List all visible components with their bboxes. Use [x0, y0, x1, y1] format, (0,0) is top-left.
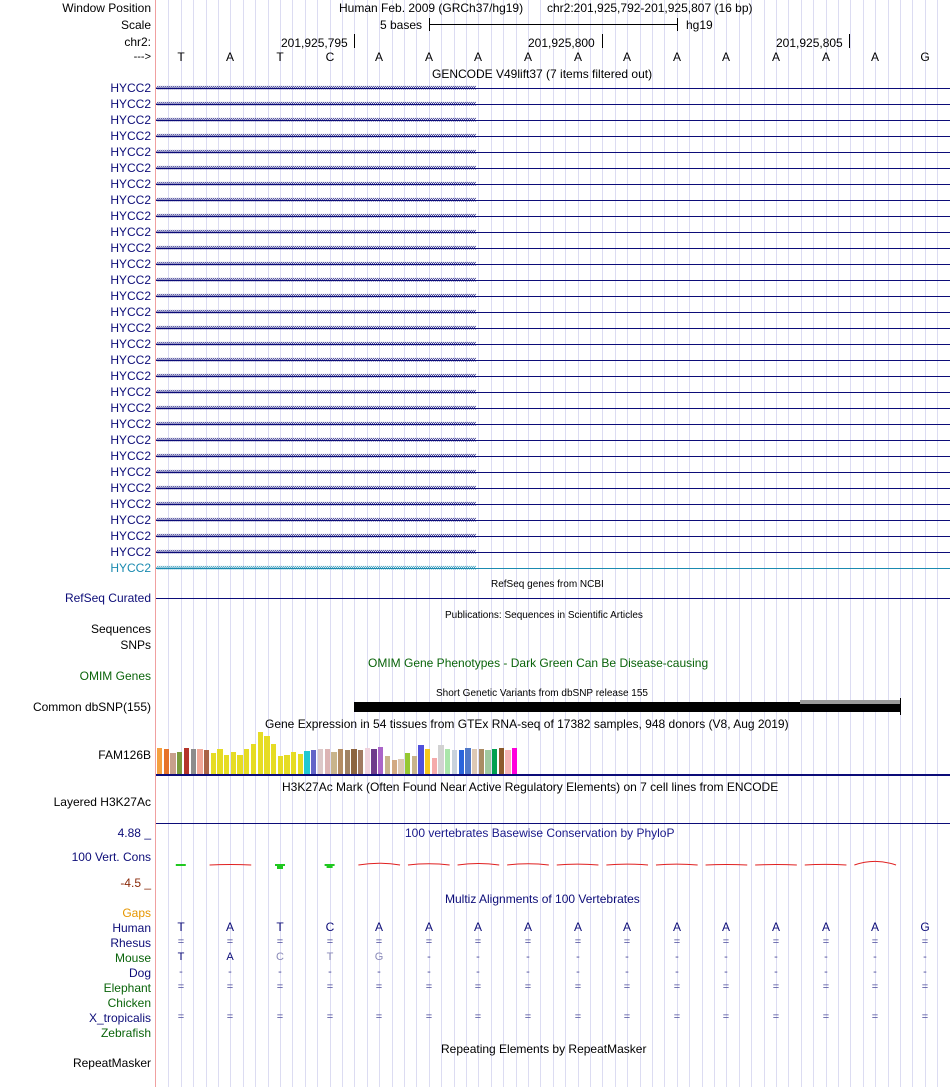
gtex-tissue-bar[interactable]: [392, 760, 397, 774]
gene-label-hycc2[interactable]: HYCC2: [110, 353, 151, 367]
alignment-cell: -: [675, 951, 679, 963]
alignment-cell: =: [673, 1011, 681, 1023]
alignment-cell: T: [326, 951, 334, 963]
species-label-dog[interactable]: Dog: [128, 966, 151, 980]
alignment-cell: =: [722, 981, 730, 993]
species-label-mouse[interactable]: Mouse: [114, 951, 151, 965]
phylop-max-label: 4.88 _: [117, 826, 151, 840]
gtex-tissue-bar[interactable]: [217, 749, 222, 774]
base-letter: A: [672, 50, 681, 64]
alignment-cell: =: [574, 981, 582, 993]
phylop-mark: [458, 864, 500, 866]
strand-arrows-icon: ‹‹‹‹‹‹‹‹‹‹‹‹‹‹‹‹‹‹‹‹‹‹‹‹‹‹‹‹‹‹‹‹‹‹‹‹‹‹‹‹‹‹‹‹‹‹‹‹‹‹‹‹‹‹‹‹‹‹‹‹‹‹‹‹‹‹‹‹‹‹‹‹‹‹‹‹‹‹‹‹‹‹‹‹‹‹‹‹‹‹‹‹‹‹‹‹‹‹‹‹‹‹‹‹‹‹‹‹‹‹‹‹‹‹‹‹‹‹‹‹‹‹‹‹‹‹‹‹‹‹‹‹‹‹‹‹‹‹‹‹‹‹‹‹‹‹‹‹‹‹‹‹‹‹‹‹‹‹‹‹: [156, 371, 476, 380]
alignment-cell: =: [474, 936, 482, 948]
refseq-track-title[interactable]: RefSeq genes from NCBI: [491, 579, 604, 590]
alignment-cell: -: [476, 951, 480, 963]
gene-label-hycc2[interactable]: HYCC2: [110, 481, 151, 495]
gtex-tissue-bar[interactable]: [244, 749, 249, 774]
species-label-rhesus[interactable]: Rhesus: [110, 936, 151, 950]
strand-arrows-icon: ‹‹‹‹‹‹‹‹‹‹‹‹‹‹‹‹‹‹‹‹‹‹‹‹‹‹‹‹‹‹‹‹‹‹‹‹‹‹‹‹‹‹‹‹‹‹‹‹‹‹‹‹‹‹‹‹‹‹‹‹‹‹‹‹‹‹‹‹‹‹‹‹‹‹‹‹‹‹‹‹‹‹‹‹‹‹‹‹‹‹‹‹‹‹‹‹‹‹‹‹‹‹‹‹‹‹‹‹‹‹‹‹‹‹‹‹‹‹‹‹‹‹‹‹‹‹‹‹‹‹‹‹‹‹‹‹‹‹‹‹‹‹‹‹‹‹‹‹‹‹‹‹‹‹‹‹‹‹‹‹: [156, 291, 476, 300]
gene-label-hycc2[interactable]: HYCC2: [110, 497, 151, 511]
alignment-cell: =: [574, 936, 582, 948]
base-letter: A: [374, 50, 383, 64]
gene-label-hycc2[interactable]: HYCC2: [110, 369, 151, 383]
gene-label-hycc2[interactable]: HYCC2: [110, 401, 151, 415]
gtex-tissue-bar[interactable]: [418, 745, 423, 774]
alignment-cell: =: [772, 936, 780, 948]
species-label-human[interactable]: Human: [112, 921, 151, 935]
alignment-cell: =: [871, 981, 879, 993]
strand-label: --->: [133, 51, 151, 63]
strand-arrows-icon: ‹‹‹‹‹‹‹‹‹‹‹‹‹‹‹‹‹‹‹‹‹‹‹‹‹‹‹‹‹‹‹‹‹‹‹‹‹‹‹‹‹‹‹‹‹‹‹‹‹‹‹‹‹‹‹‹‹‹‹‹‹‹‹‹‹‹‹‹‹‹‹‹‹‹‹‹‹‹‹‹‹‹‹‹‹‹‹‹‹‹‹‹‹‹‹‹‹‹‹‹‹‹‹‹‹‹‹‹‹‹‹‹‹‹‹‹‹‹‹‹‹‹‹‹‹‹‹‹‹‹‹‹‹‹‹‹‹‹‹‹‹‹‹‹‹‹‹‹‹‹‹‹‹‹‹‹‹‹‹‹: [156, 515, 476, 524]
alignment-cell: -: [774, 951, 778, 963]
base-letter: A: [870, 50, 879, 64]
gtex-tissue-bar[interactable]: [452, 750, 457, 774]
alignment-cell: T: [177, 951, 185, 963]
alignment-cell: A: [374, 920, 383, 934]
base-letter: C: [325, 50, 335, 64]
gtex-tissue-bar[interactable]: [291, 752, 296, 774]
publications-track-title[interactable]: Publications: Sequences in Scientific Articles: [445, 610, 643, 621]
gene-label-hycc2[interactable]: HYCC2: [110, 545, 151, 559]
gtex-tissue-bar[interactable]: [258, 732, 263, 774]
alignment-cell: -: [427, 951, 431, 963]
strand-arrows-icon: ‹‹‹‹‹‹‹‹‹‹‹‹‹‹‹‹‹‹‹‹‹‹‹‹‹‹‹‹‹‹‹‹‹‹‹‹‹‹‹‹‹‹‹‹‹‹‹‹‹‹‹‹‹‹‹‹‹‹‹‹‹‹‹‹‹‹‹‹‹‹‹‹‹‹‹‹‹‹‹‹‹‹‹‹‹‹‹‹‹‹‹‹‹‹‹‹‹‹‹‹‹‹‹‹‹‹‹‹‹‹‹‹‹‹‹‹‹‹‹‹‹‹‹‹‹‹‹‹‹‹‹‹‹‹‹‹‹‹‹‹‹‹‹‹‹‹‹‹‹‹‹‹‹‹‹‹‹‹‹‹: [156, 259, 476, 268]
alignment-cell: =: [326, 936, 334, 948]
gtex-tissue-bar[interactable]: [304, 751, 309, 774]
gtex-tissue-bar[interactable]: [492, 749, 497, 774]
alignment-cell: A: [721, 920, 730, 934]
species-label-elephant[interactable]: Elephant: [103, 981, 151, 995]
gene-label-hycc2[interactable]: HYCC2: [110, 97, 151, 111]
gene-label-hycc2[interactable]: HYCC2: [110, 129, 151, 143]
alignment-cell: =: [772, 981, 780, 993]
phylop-mark: [656, 864, 698, 865]
gtex-tissue-bar[interactable]: [170, 753, 175, 774]
gtex-expression-bars[interactable]: [156, 730, 950, 774]
phylop-mark: [358, 863, 400, 865]
gtex-tissue-bar[interactable]: [412, 756, 417, 774]
alignment-cell: -: [228, 966, 232, 978]
alignment-cell: -: [377, 966, 381, 978]
alignment-cell: -: [675, 966, 679, 978]
scale-bases-text: 5 bases: [380, 18, 423, 32]
dbsnp-variant-end: [900, 698, 901, 715]
tick-mark-2: [602, 34, 603, 48]
strand-arrows-icon: ‹‹‹‹‹‹‹‹‹‹‹‹‹‹‹‹‹‹‹‹‹‹‹‹‹‹‹‹‹‹‹‹‹‹‹‹‹‹‹‹‹‹‹‹‹‹‹‹‹‹‹‹‹‹‹‹‹‹‹‹‹‹‹‹‹‹‹‹‹‹‹‹‹‹‹‹‹‹‹‹‹‹‹‹‹‹‹‹‹‹‹‹‹‹‹‹‹‹‹‹‹‹‹‹‹‹‹‹‹‹‹‹‹‹‹‹‹‹‹‹‹‹‹‹‹‹‹‹‹‹‹‹‹‹‹‹‹‹‹‹‹‹‹‹‹‹‹‹‹‹‹‹‹‹‹‹‹‹‹‹: [156, 323, 476, 332]
alignment-cell: G: [374, 951, 384, 963]
position-title: chr2:201,925,792-201,925,807 (16 bp): [547, 1, 753, 15]
vert-cons-label[interactable]: 100 Vert. Cons: [71, 850, 151, 864]
refseq-curated-label[interactable]: RefSeq Curated: [64, 591, 151, 605]
alignment-cell: =: [375, 1011, 383, 1023]
alignment-cell: -: [427, 966, 431, 978]
gtex-tissue-bar[interactable]: [365, 748, 370, 774]
alignment-cell: =: [177, 1011, 185, 1023]
strand-arrows-icon: ‹‹‹‹‹‹‹‹‹‹‹‹‹‹‹‹‹‹‹‹‹‹‹‹‹‹‹‹‹‹‹‹‹‹‹‹‹‹‹‹‹‹‹‹‹‹‹‹‹‹‹‹‹‹‹‹‹‹‹‹‹‹‹‹‹‹‹‹‹‹‹‹‹‹‹‹‹‹‹‹‹‹‹‹‹‹‹‹‹‹‹‹‹‹‹‹‹‹‹‹‹‹‹‹‹‹‹‹‹‹‹‹‹‹‹‹‹‹‹‹‹‹‹‹‹‹‹‹‹‹‹‹‹‹‹‹‹‹‹‹‹‹‹‹‹‹‹‹‹‹‹‹‹‹‹‹‹‹‹‹: [156, 115, 476, 124]
gtex-tissue-bar[interactable]: [284, 755, 289, 774]
alignment-cell: -: [526, 951, 530, 963]
alignment-cell: -: [278, 966, 282, 978]
scale-bar: [429, 24, 677, 25]
strand-arrows-icon: ‹‹‹‹‹‹‹‹‹‹‹‹‹‹‹‹‹‹‹‹‹‹‹‹‹‹‹‹‹‹‹‹‹‹‹‹‹‹‹‹‹‹‹‹‹‹‹‹‹‹‹‹‹‹‹‹‹‹‹‹‹‹‹‹‹‹‹‹‹‹‹‹‹‹‹‹‹‹‹‹‹‹‹‹‹‹‹‹‹‹‹‹‹‹‹‹‹‹‹‹‹‹‹‹‹‹‹‹‹‹‹‹‹‹‹‹‹‹‹‹‹‹‹‹‹‹‹‹‹‹‹‹‹‹‹‹‹‹‹‹‹‹‹‹‹‹‹‹‹‹‹‹‹‹‹‹‹‹‹‹: [156, 211, 476, 220]
fam126b-label[interactable]: FAM126B: [98, 748, 151, 762]
alignment-cell: A: [523, 920, 532, 934]
gtex-tissue-bar[interactable]: [505, 750, 510, 774]
repeatmasker-track-title[interactable]: Repeating Elements by RepeatMasker: [441, 1042, 647, 1056]
snps-label[interactable]: SNPs: [120, 638, 151, 652]
strand-arrows-icon: ‹‹‹‹‹‹‹‹‹‹‹‹‹‹‹‹‹‹‹‹‹‹‹‹‹‹‹‹‹‹‹‹‹‹‹‹‹‹‹‹‹‹‹‹‹‹‹‹‹‹‹‹‹‹‹‹‹‹‹‹‹‹‹‹‹‹‹‹‹‹‹‹‹‹‹‹‹‹‹‹‹‹‹‹‹‹‹‹‹‹‹‹‹‹‹‹‹‹‹‹‹‹‹‹‹‹‹‹‹‹‹‹‹‹‹‹‹‹‹‹‹‹‹‹‹‹‹‹‹‹‹‹‹‹‹‹‹‹‹‹‹‹‹‹‹‹‹‹‹‹‹‹‹‹‹‹‹‹‹‹: [156, 451, 476, 460]
gtex-tissue-bar[interactable]: [445, 749, 450, 774]
scale-db-text: hg19: [686, 18, 713, 32]
strand-arrows-icon: ‹‹‹‹‹‹‹‹‹‹‹‹‹‹‹‹‹‹‹‹‹‹‹‹‹‹‹‹‹‹‹‹‹‹‹‹‹‹‹‹‹‹‹‹‹‹‹‹‹‹‹‹‹‹‹‹‹‹‹‹‹‹‹‹‹‹‹‹‹‹‹‹‹‹‹‹‹‹‹‹‹‹‹‹‹‹‹‹‹‹‹‹‹‹‹‹‹‹‹‹‹‹‹‹‹‹‹‹‹‹‹‹‹‹‹‹‹‹‹‹‹‹‹‹‹‹‹‹‹‹‹‹‹‹‹‹‹‹‹‹‹‹‹‹‹‹‹‹‹‹‹‹‹‹‹‹‹‹‹‹: [156, 387, 476, 396]
alignment-cell: G: [920, 920, 930, 934]
omim-track-title[interactable]: OMIM Gene Phenotypes - Dark Green Can Be Disease-causing: [368, 656, 709, 670]
alignment-cell: -: [328, 966, 332, 978]
assembly-title: Human Feb. 2009 (GRCh37/hg19): [339, 1, 524, 15]
strand-arrows-icon: ‹‹‹‹‹‹‹‹‹‹‹‹‹‹‹‹‹‹‹‹‹‹‹‹‹‹‹‹‹‹‹‹‹‹‹‹‹‹‹‹‹‹‹‹‹‹‹‹‹‹‹‹‹‹‹‹‹‹‹‹‹‹‹‹‹‹‹‹‹‹‹‹‹‹‹‹‹‹‹‹‹‹‹‹‹‹‹‹‹‹‹‹‹‹‹‹‹‹‹‹‹‹‹‹‹‹‹‹‹‹‹‹‹‹‹‹‹‹‹‹‹‹‹‹‹‹‹‹‹‹‹‹‹‹‹‹‹‹‹‹‹‹‹‹‹‹‹‹‹‹‹‹‹‹‹‹‹‹‹‹: [156, 355, 476, 364]
phylop-mark: [755, 865, 797, 866]
gtex-tissue-bar[interactable]: [264, 736, 269, 774]
scale-bar-left-cap: [429, 18, 430, 31]
gtex-tissue-bar[interactable]: [338, 749, 343, 774]
gtex-tissue-bar[interactable]: [479, 749, 484, 774]
scale-label: Scale: [120, 18, 151, 32]
alignment-cell: -: [179, 966, 183, 978]
tick-label-1: 201,925,795: [281, 36, 348, 50]
phylop-track-title[interactable]: 100 vertebrates Basewise Conservation by PhyloP: [405, 826, 675, 840]
gene-label-hycc2[interactable]: HYCC2: [110, 273, 151, 287]
gtex-tissue-bar[interactable]: [211, 753, 216, 774]
gtex-tissue-bar[interactable]: [231, 752, 236, 774]
gtex-tissue-bar[interactable]: [325, 749, 330, 774]
alignment-cell: =: [722, 1011, 730, 1023]
alignment-cell: =: [375, 981, 383, 993]
gtex-tissue-bar[interactable]: [485, 750, 490, 774]
gene-label-hycc2[interactable]: HYCC2: [110, 513, 151, 527]
alignment-cell: =: [871, 1011, 879, 1023]
alignment-cell: -: [824, 966, 828, 978]
strand-arrows-icon: ‹‹‹‹‹‹‹‹‹‹‹‹‹‹‹‹‹‹‹‹‹‹‹‹‹‹‹‹‹‹‹‹‹‹‹‹‹‹‹‹‹‹‹‹‹‹‹‹‹‹‹‹‹‹‹‹‹‹‹‹‹‹‹‹‹‹‹‹‹‹‹‹‹‹‹‹‹‹‹‹‹‹‹‹‹‹‹‹‹‹‹‹‹‹‹‹‹‹‹‹‹‹‹‹‹‹‹‹‹‹‹‹‹‹‹‹‹‹‹‹‹‹‹‹‹‹‹‹‹‹‹‹‹‹‹‹‹‹‹‹‹‹‹‹‹‹‹‹‹‹‹‹‹‹‹‹‹‹‹‹: [156, 179, 476, 188]
gene-label-hycc2[interactable]: HYCC2: [110, 449, 151, 463]
dbsnp-variant-grey[interactable]: [800, 700, 900, 704]
strand-arrows-icon: ‹‹‹‹‹‹‹‹‹‹‹‹‹‹‹‹‹‹‹‹‹‹‹‹‹‹‹‹‹‹‹‹‹‹‹‹‹‹‹‹‹‹‹‹‹‹‹‹‹‹‹‹‹‹‹‹‹‹‹‹‹‹‹‹‹‹‹‹‹‹‹‹‹‹‹‹‹‹‹‹‹‹‹‹‹‹‹‹‹‹‹‹‹‹‹‹‹‹‹‹‹‹‹‹‹‹‹‹‹‹‹‹‹‹‹‹‹‹‹‹‹‹‹‹‹‹‹‹‹‹‹‹‹‹‹‹‹‹‹‹‹‹‹‹‹‹‹‹‹‹‹‹‹‹‹‹‹‹‹‹: [156, 243, 476, 252]
gtex-tissue-bar[interactable]: [385, 756, 390, 774]
dbsnp-track-title[interactable]: Short Genetic Variants from dbSNP release 155: [436, 688, 648, 699]
alignment-cell: -: [873, 951, 877, 963]
gene-label-hycc2[interactable]: HYCC2: [110, 433, 151, 447]
gtex-tissue-bar[interactable]: [224, 755, 229, 774]
gene-label-hycc2[interactable]: HYCC2: [110, 305, 151, 319]
species-label-zebrafish[interactable]: Zebrafish: [100, 1026, 151, 1040]
alignment-cell: -: [824, 951, 828, 963]
species-label-xtropicalis[interactable]: X_tropicalis: [88, 1011, 151, 1025]
alignment-cell: -: [774, 966, 778, 978]
gtex-tissue-bar[interactable]: [432, 758, 437, 774]
species-label-chicken[interactable]: Chicken: [107, 996, 151, 1010]
alignment-cell: =: [425, 936, 433, 948]
strand-arrows-icon: ‹‹‹‹‹‹‹‹‹‹‹‹‹‹‹‹‹‹‹‹‹‹‹‹‹‹‹‹‹‹‹‹‹‹‹‹‹‹‹‹‹‹‹‹‹‹‹‹‹‹‹‹‹‹‹‹‹‹‹‹‹‹‹‹‹‹‹‹‹‹‹‹‹‹‹‹‹‹‹‹‹‹‹‹‹‹‹‹‹‹‹‹‹‹‹‹‹‹‹‹‹‹‹‹‹‹‹‹‹‹‹‹‹‹‹‹‹‹‹‹‹‹‹‹‹‹‹‹‹‹‹‹‹‹‹‹‹‹‹‹‹‹‹‹‹‹‹‹‹‹‹‹‹‹‹‹‹‹‹‹: [156, 147, 476, 156]
base-letter: A: [225, 50, 234, 64]
gtex-baseline: [156, 774, 950, 776]
gtex-tissue-bar[interactable]: [331, 752, 336, 774]
phylop-mark: [408, 864, 450, 865]
alignment-cell: -: [576, 951, 580, 963]
alignment-cell: A: [622, 920, 631, 934]
gtex-tissue-bar[interactable]: [311, 750, 316, 774]
alignment-cell: -: [625, 951, 629, 963]
refseq-gene-line: [156, 598, 950, 599]
alignment-cell: =: [921, 1011, 929, 1023]
tick-label-3: 201,925,805: [776, 36, 843, 50]
gtex-tissue-bar[interactable]: [278, 756, 283, 774]
gtex-tissue-bar[interactable]: [191, 749, 196, 774]
strand-arrows-icon: ‹‹‹‹‹‹‹‹‹‹‹‹‹‹‹‹‹‹‹‹‹‹‹‹‹‹‹‹‹‹‹‹‹‹‹‹‹‹‹‹‹‹‹‹‹‹‹‹‹‹‹‹‹‹‹‹‹‹‹‹‹‹‹‹‹‹‹‹‹‹‹‹‹‹‹‹‹‹‹‹‹‹‹‹‹‹‹‹‹‹‹‹‹‹‹‹‹‹‹‹‹‹‹‹‹‹‹‹‹‹‹‹‹‹‹‹‹‹‹‹‹‹‹‹‹‹‹‹‹‹‹‹‹‹‹‹‹‹‹‹‹‹‹‹‹‹‹‹‹‹‹‹‹‹‹‹‹‹‹‹: [156, 547, 476, 556]
gene-label-hycc2[interactable]: HYCC2: [110, 161, 151, 175]
gtex-tissue-bar[interactable]: [378, 747, 383, 774]
alignment-cell: =: [921, 981, 929, 993]
gtex-tissue-bar[interactable]: [358, 750, 363, 774]
base-letter: A: [473, 50, 482, 64]
alignment-cell: =: [177, 981, 185, 993]
alignment-cell: C: [325, 920, 335, 934]
alignment-cell: -: [576, 966, 580, 978]
alignment-cell: =: [326, 981, 334, 993]
gtex-tissue-bar[interactable]: [472, 749, 477, 774]
alignment-cell: T: [276, 920, 284, 934]
alignment-cell: =: [276, 936, 284, 948]
strand-arrows-icon: ‹‹‹‹‹‹‹‹‹‹‹‹‹‹‹‹‹‹‹‹‹‹‹‹‹‹‹‹‹‹‹‹‹‹‹‹‹‹‹‹‹‹‹‹‹‹‹‹‹‹‹‹‹‹‹‹‹‹‹‹‹‹‹‹‹‹‹‹‹‹‹‹‹‹‹‹‹‹‹‹‹‹‹‹‹‹‹‹‹‹‹‹‹‹‹‹‹‹‹‹‹‹‹‹‹‹‹‹‹‹‹‹‹‹‹‹‹‹‹‹‹‹‹‹‹‹‹‹‹‹‹‹‹‹‹‹‹‹‹‹‹‹‹‹‹‹‹‹‹‹‹‹‹‹‹‹‹‹‹‹: [156, 531, 476, 540]
gene-label-hycc2[interactable]: HYCC2: [110, 241, 151, 255]
alignment-cell: =: [524, 1011, 532, 1023]
sequences-label[interactable]: Sequences: [90, 622, 151, 636]
phylop-mark: [210, 865, 252, 866]
gtex-tissue-bar[interactable]: [164, 749, 169, 774]
base-letter: A: [424, 50, 433, 64]
strand-arrows-icon: ‹‹‹‹‹‹‹‹‹‹‹‹‹‹‹‹‹‹‹‹‹‹‹‹‹‹‹‹‹‹‹‹‹‹‹‹‹‹‹‹‹‹‹‹‹‹‹‹‹‹‹‹‹‹‹‹‹‹‹‹‹‹‹‹‹‹‹‹‹‹‹‹‹‹‹‹‹‹‹‹‹‹‹‹‹‹‹‹‹‹‹‹‹‹‹‹‹‹‹‹‹‹‹‹‹‹‹‹‹‹‹‹‹‹‹‹‹‹‹‹‹‹‹‹‹‹‹‹‹‹‹‹‹‹‹‹‹‹‹‹‹‹‹‹‹‹‹‹‹‹‹‹‹‹‹‹‹‹‹‹: [156, 403, 476, 412]
gtex-tissue-bar[interactable]: [204, 750, 209, 774]
phylop-bar: [327, 865, 333, 868]
h3k27ac-track-title[interactable]: H3K27Ac Mark (Often Found Near Active Regulatory Elements) on 7 cell lines from ENCODE: [282, 780, 779, 794]
gtex-tissue-bar[interactable]: [465, 748, 470, 774]
gtex-tissue-bar[interactable]: [459, 750, 464, 774]
gtex-track-title[interactable]: Gene Expression in 54 tissues from GTEx RNA-seq of 17382 samples, 948 donors (V8, Aug 2019): [265, 717, 789, 731]
phylop-mark: [706, 865, 748, 866]
chrom-label: chr2:: [124, 35, 151, 49]
gaps-label: Gaps: [122, 906, 151, 920]
alignment-cell: A: [771, 920, 780, 934]
alignment-cell: A: [424, 920, 433, 934]
alignment-cell: =: [524, 981, 532, 993]
base-letter: G: [920, 50, 930, 64]
track-labels-panel: [0, 0, 156, 1087]
alignment-cell: -: [625, 966, 629, 978]
window-position-label: Window Position: [62, 1, 151, 15]
strand-arrows-icon: ‹‹‹‹‹‹‹‹‹‹‹‹‹‹‹‹‹‹‹‹‹‹‹‹‹‹‹‹‹‹‹‹‹‹‹‹‹‹‹‹‹‹‹‹‹‹‹‹‹‹‹‹‹‹‹‹‹‹‹‹‹‹‹‹‹‹‹‹‹‹‹‹‹‹‹‹‹‹‹‹‹‹‹‹‹‹‹‹‹‹‹‹‹‹‹‹‹‹‹‹‹‹‹‹‹‹‹‹‹‹‹‹‹‹‹‹‹‹‹‹‹‹‹‹‹‹‹‹‹‹‹‹‹‹‹‹‹‹‹‹‹‹‹‹‹‹‹‹‹‹‹‹‹‹‹‹‹‹‹‹: [156, 563, 476, 572]
gtex-tissue-bar[interactable]: [371, 749, 376, 774]
base-letter: T: [177, 50, 185, 64]
gene-label-hycc2[interactable]: HYCC2: [110, 321, 151, 335]
base-letter: A: [622, 50, 631, 64]
gtex-tissue-bar[interactable]: [425, 749, 430, 774]
gtex-tissue-bar[interactable]: [318, 749, 323, 774]
alignment-cell: =: [474, 1011, 482, 1023]
gene-label-hycc2[interactable]: HYCC2: [110, 145, 151, 159]
alignment-cell: A: [821, 920, 830, 934]
base-letter: A: [573, 50, 582, 64]
alignment-cell: -: [923, 966, 927, 978]
alignment-cell: =: [524, 936, 532, 948]
alignment-cell: =: [822, 1011, 830, 1023]
alignment-cell: =: [276, 1011, 284, 1023]
gene-label-hycc2[interactable]: HYCC2: [110, 465, 151, 479]
layered-h3k27ac-label[interactable]: Layered H3K27Ac: [53, 795, 151, 809]
alignment-cell: =: [276, 981, 284, 993]
alignment-cell: =: [822, 936, 830, 948]
tick-mark-1: [354, 34, 355, 48]
gene-label-hycc2[interactable]: HYCC2: [110, 561, 151, 575]
strand-arrows-icon: ‹‹‹‹‹‹‹‹‹‹‹‹‹‹‹‹‹‹‹‹‹‹‹‹‹‹‹‹‹‹‹‹‹‹‹‹‹‹‹‹‹‹‹‹‹‹‹‹‹‹‹‹‹‹‹‹‹‹‹‹‹‹‹‹‹‹‹‹‹‹‹‹‹‹‹‹‹‹‹‹‹‹‹‹‹‹‹‹‹‹‹‹‹‹‹‹‹‹‹‹‹‹‹‹‹‹‹‹‹‹‹‹‹‹‹‹‹‹‹‹‹‹‹‹‹‹‹‹‹‹‹‹‹‹‹‹‹‹‹‹‹‹‹‹‹‹‹‹‹‹‹‹‹‹‹‹‹‹‹‹: [156, 195, 476, 204]
gtex-tissue-bar[interactable]: [405, 753, 410, 774]
gtex-tissue-bar[interactable]: [512, 748, 517, 774]
gene-label-hycc2[interactable]: HYCC2: [110, 337, 151, 351]
alignment-cell: -: [476, 966, 480, 978]
phylop-mark: [606, 864, 648, 865]
gene-label-hycc2[interactable]: HYCC2: [110, 417, 151, 431]
strand-arrows-icon: ‹‹‹‹‹‹‹‹‹‹‹‹‹‹‹‹‹‹‹‹‹‹‹‹‹‹‹‹‹‹‹‹‹‹‹‹‹‹‹‹‹‹‹‹‹‹‹‹‹‹‹‹‹‹‹‹‹‹‹‹‹‹‹‹‹‹‹‹‹‹‹‹‹‹‹‹‹‹‹‹‹‹‹‹‹‹‹‹‹‹‹‹‹‹‹‹‹‹‹‹‹‹‹‹‹‹‹‹‹‹‹‹‹‹‹‹‹‹‹‹‹‹‹‹‹‹‹‹‹‹‹‹‹‹‹‹‹‹‹‹‹‹‹‹‹‹‹‹‹‹‹‹‹‹‹‹‹‹‹‹: [156, 435, 476, 444]
alignment-cell: =: [375, 936, 383, 948]
gtex-tissue-bar[interactable]: [351, 749, 356, 774]
alignment-cell: =: [226, 1011, 234, 1023]
gtex-tissue-bar[interactable]: [345, 750, 350, 774]
gene-label-hycc2[interactable]: HYCC2: [110, 209, 151, 223]
alignment-cell: -: [724, 951, 728, 963]
strand-arrows-icon: ‹‹‹‹‹‹‹‹‹‹‹‹‹‹‹‹‹‹‹‹‹‹‹‹‹‹‹‹‹‹‹‹‹‹‹‹‹‹‹‹‹‹‹‹‹‹‹‹‹‹‹‹‹‹‹‹‹‹‹‹‹‹‹‹‹‹‹‹‹‹‹‹‹‹‹‹‹‹‹‹‹‹‹‹‹‹‹‹‹‹‹‹‹‹‹‹‹‹‹‹‹‹‹‹‹‹‹‹‹‹‹‹‹‹‹‹‹‹‹‹‹‹‹‹‹‹‹‹‹‹‹‹‹‹‹‹‹‹‹‹‹‹‹‹‹‹‹‹‹‹‹‹‹‹‹‹‹‹‹‹: [156, 131, 476, 140]
alignment-cell: -: [923, 951, 927, 963]
gtex-tissue-bar[interactable]: [499, 748, 504, 774]
phylop-mark: [805, 864, 847, 865]
alignment-cell: A: [870, 920, 879, 934]
gene-label-hycc2[interactable]: HYCC2: [110, 225, 151, 239]
gtex-tissue-bar[interactable]: [197, 749, 202, 774]
gtex-tissue-bar[interactable]: [398, 759, 403, 774]
strand-arrows-icon: ‹‹‹‹‹‹‹‹‹‹‹‹‹‹‹‹‹‹‹‹‹‹‹‹‹‹‹‹‹‹‹‹‹‹‹‹‹‹‹‹‹‹‹‹‹‹‹‹‹‹‹‹‹‹‹‹‹‹‹‹‹‹‹‹‹‹‹‹‹‹‹‹‹‹‹‹‹‹‹‹‹‹‹‹‹‹‹‹‹‹‹‹‹‹‹‹‹‹‹‹‹‹‹‹‹‹‹‹‹‹‹‹‹‹‹‹‹‹‹‹‹‹‹‹‹‹‹‹‹‹‹‹‹‹‹‹‹‹‹‹‹‹‹‹‹‹‹‹‹‹‹‹‹‹‹‹‹‹‹‹: [156, 275, 476, 284]
alignment-cell: A: [473, 920, 482, 934]
base-letter: A: [721, 50, 730, 64]
browser-image-panel[interactable]: [156, 0, 950, 1087]
multiz-track-title[interactable]: Multiz Alignments of 100 Vertebrates: [445, 892, 640, 906]
base-letter: A: [771, 50, 780, 64]
omim-genes-label[interactable]: OMIM Genes: [79, 669, 151, 683]
alignment-cell: A: [672, 920, 681, 934]
strand-arrows-icon: ‹‹‹‹‹‹‹‹‹‹‹‹‹‹‹‹‹‹‹‹‹‹‹‹‹‹‹‹‹‹‹‹‹‹‹‹‹‹‹‹‹‹‹‹‹‹‹‹‹‹‹‹‹‹‹‹‹‹‹‹‹‹‹‹‹‹‹‹‹‹‹‹‹‹‹‹‹‹‹‹‹‹‹‹‹‹‹‹‹‹‹‹‹‹‹‹‹‹‹‹‹‹‹‹‹‹‹‹‹‹‹‹‹‹‹‹‹‹‹‹‹‹‹‹‹‹‹‹‹‹‹‹‹‹‹‹‹‹‹‹‹‹‹‹‹‹‹‹‹‹‹‹‹‹‹‹‹‹‹‹: [156, 83, 476, 92]
gene-label-hycc2[interactable]: HYCC2: [110, 385, 151, 399]
repeatmasker-label[interactable]: RepeatMasker: [72, 1056, 151, 1070]
gtex-tissue-bar[interactable]: [271, 744, 276, 774]
phylop-min-label: -4.5 _: [120, 876, 151, 890]
gencode-track-title[interactable]: GENCODE V49lift37 (7 items filtered out): [432, 67, 653, 81]
gtex-tissue-bar[interactable]: [157, 748, 162, 774]
alignment-cell: =: [623, 1011, 631, 1023]
alignment-cell: =: [921, 936, 929, 948]
alignment-cell: =: [326, 1011, 334, 1023]
phylop-mark: [854, 861, 896, 865]
gene-label-hycc2[interactable]: HYCC2: [110, 193, 151, 207]
base-letter: T: [276, 50, 284, 64]
alignment-cell: =: [425, 1011, 433, 1023]
strand-arrows-icon: ‹‹‹‹‹‹‹‹‹‹‹‹‹‹‹‹‹‹‹‹‹‹‹‹‹‹‹‹‹‹‹‹‹‹‹‹‹‹‹‹‹‹‹‹‹‹‹‹‹‹‹‹‹‹‹‹‹‹‹‹‹‹‹‹‹‹‹‹‹‹‹‹‹‹‹‹‹‹‹‹‹‹‹‹‹‹‹‹‹‹‹‹‹‹‹‹‹‹‹‹‹‹‹‹‹‹‹‹‹‹‹‹‹‹‹‹‹‹‹‹‹‹‹‹‹‹‹‹‹‹‹‹‹‹‹‹‹‹‹‹‹‹‹‹‹‹‹‹‹‹‹‹‹‹‹‹‹‹‹‹: [156, 99, 476, 108]
gene-label-hycc2[interactable]: HYCC2: [110, 289, 151, 303]
alignment-cell: -: [724, 966, 728, 978]
strand-arrows-icon: ‹‹‹‹‹‹‹‹‹‹‹‹‹‹‹‹‹‹‹‹‹‹‹‹‹‹‹‹‹‹‹‹‹‹‹‹‹‹‹‹‹‹‹‹‹‹‹‹‹‹‹‹‹‹‹‹‹‹‹‹‹‹‹‹‹‹‹‹‹‹‹‹‹‹‹‹‹‹‹‹‹‹‹‹‹‹‹‹‹‹‹‹‹‹‹‹‹‹‹‹‹‹‹‹‹‹‹‹‹‹‹‹‹‹‹‹‹‹‹‹‹‹‹‹‹‹‹‹‹‹‹‹‹‹‹‹‹‹‹‹‹‹‹‹‹‹‹‹‹‹‹‹‹‹‹‹‹‹‹‹: [156, 227, 476, 236]
strand-arrows-icon: ‹‹‹‹‹‹‹‹‹‹‹‹‹‹‹‹‹‹‹‹‹‹‹‹‹‹‹‹‹‹‹‹‹‹‹‹‹‹‹‹‹‹‹‹‹‹‹‹‹‹‹‹‹‹‹‹‹‹‹‹‹‹‹‹‹‹‹‹‹‹‹‹‹‹‹‹‹‹‹‹‹‹‹‹‹‹‹‹‹‹‹‹‹‹‹‹‹‹‹‹‹‹‹‹‹‹‹‹‹‹‹‹‹‹‹‹‹‹‹‹‹‹‹‹‹‹‹‹‹‹‹‹‹‹‹‹‹‹‹‹‹‹‹‹‹‹‹‹‹‹‹‹‹‹‹‹‹‹‹‹: [156, 419, 476, 428]
strand-arrows-icon: ‹‹‹‹‹‹‹‹‹‹‹‹‹‹‹‹‹‹‹‹‹‹‹‹‹‹‹‹‹‹‹‹‹‹‹‹‹‹‹‹‹‹‹‹‹‹‹‹‹‹‹‹‹‹‹‹‹‹‹‹‹‹‹‹‹‹‹‹‹‹‹‹‹‹‹‹‹‹‹‹‹‹‹‹‹‹‹‹‹‹‹‹‹‹‹‹‹‹‹‹‹‹‹‹‹‹‹‹‹‹‹‹‹‹‹‹‹‹‹‹‹‹‹‹‹‹‹‹‹‹‹‹‹‹‹‹‹‹‹‹‹‹‹‹‹‹‹‹‹‹‹‹‹‹‹‹‹‹‹‹: [156, 339, 476, 348]
alignment-cell: A: [226, 951, 234, 963]
alignment-cell: =: [673, 981, 681, 993]
gene-label-hycc2[interactable]: HYCC2: [110, 529, 151, 543]
alignment-cell: =: [177, 936, 185, 948]
phylop-plot[interactable]: [156, 840, 950, 885]
h3k27ac-baseline: [156, 823, 950, 824]
strand-arrows-icon: ‹‹‹‹‹‹‹‹‹‹‹‹‹‹‹‹‹‹‹‹‹‹‹‹‹‹‹‹‹‹‹‹‹‹‹‹‹‹‹‹‹‹‹‹‹‹‹‹‹‹‹‹‹‹‹‹‹‹‹‹‹‹‹‹‹‹‹‹‹‹‹‹‹‹‹‹‹‹‹‹‹‹‹‹‹‹‹‹‹‹‹‹‹‹‹‹‹‹‹‹‹‹‹‹‹‹‹‹‹‹‹‹‹‹‹‹‹‹‹‹‹‹‹‹‹‹‹‹‹‹‹‹‹‹‹‹‹‹‹‹‹‹‹‹‹‹‹‹‹‹‹‹‹‹‹‹‹‹‹‹: [156, 467, 476, 476]
alignment-cell: =: [623, 936, 631, 948]
alignment-cell: =: [474, 981, 482, 993]
gtex-tissue-bar[interactable]: [438, 745, 443, 774]
alignment-cell: =: [226, 981, 234, 993]
tick-mark-3: [849, 34, 850, 48]
alignment-cell: -: [526, 966, 530, 978]
strand-arrows-icon: ‹‹‹‹‹‹‹‹‹‹‹‹‹‹‹‹‹‹‹‹‹‹‹‹‹‹‹‹‹‹‹‹‹‹‹‹‹‹‹‹‹‹‹‹‹‹‹‹‹‹‹‹‹‹‹‹‹‹‹‹‹‹‹‹‹‹‹‹‹‹‹‹‹‹‹‹‹‹‹‹‹‹‹‹‹‹‹‹‹‹‹‹‹‹‹‹‹‹‹‹‹‹‹‹‹‹‹‹‹‹‹‹‹‹‹‹‹‹‹‹‹‹‹‹‹‹‹‹‹‹‹‹‹‹‹‹‹‹‹‹‹‹‹‹‹‹‹‹‹‹‹‹‹‹‹‹‹‹‹‹: [156, 483, 476, 492]
alignment-cell: C: [276, 951, 284, 963]
alignment-cell: =: [871, 936, 879, 948]
gtex-tissue-bar[interactable]: [251, 744, 256, 774]
alignment-cell: =: [226, 936, 234, 948]
phylop-bar: [277, 865, 283, 869]
base-letter: A: [821, 50, 830, 64]
alignment-cell: -: [873, 966, 877, 978]
gtex-tissue-bar[interactable]: [237, 755, 242, 774]
tick-label-2: 201,925,800: [528, 36, 595, 50]
alignment-cell: T: [177, 920, 185, 934]
alignment-cell: A: [573, 920, 582, 934]
phylop-mark: [557, 864, 599, 865]
strand-arrows-icon: ‹‹‹‹‹‹‹‹‹‹‹‹‹‹‹‹‹‹‹‹‹‹‹‹‹‹‹‹‹‹‹‹‹‹‹‹‹‹‹‹‹‹‹‹‹‹‹‹‹‹‹‹‹‹‹‹‹‹‹‹‹‹‹‹‹‹‹‹‹‹‹‹‹‹‹‹‹‹‹‹‹‹‹‹‹‹‹‹‹‹‹‹‹‹‹‹‹‹‹‹‹‹‹‹‹‹‹‹‹‹‹‹‹‹‹‹‹‹‹‹‹‹‹‹‹‹‹‹‹‹‹‹‹‹‹‹‹‹‹‹‹‹‹‹‹‹‹‹‹‹‹‹‹‹‹‹‹‹‹‹: [156, 163, 476, 172]
alignment-cell: =: [772, 1011, 780, 1023]
gtex-tissue-bar[interactable]: [298, 754, 303, 774]
strand-arrows-icon: ‹‹‹‹‹‹‹‹‹‹‹‹‹‹‹‹‹‹‹‹‹‹‹‹‹‹‹‹‹‹‹‹‹‹‹‹‹‹‹‹‹‹‹‹‹‹‹‹‹‹‹‹‹‹‹‹‹‹‹‹‹‹‹‹‹‹‹‹‹‹‹‹‹‹‹‹‹‹‹‹‹‹‹‹‹‹‹‹‹‹‹‹‹‹‹‹‹‹‹‹‹‹‹‹‹‹‹‹‹‹‹‹‹‹‹‹‹‹‹‹‹‹‹‹‹‹‹‹‹‹‹‹‹‹‹‹‹‹‹‹‹‹‹‹‹‹‹‹‹‹‹‹‹‹‹‹‹‹‹‹: [156, 307, 476, 316]
alignment-cell: =: [574, 1011, 582, 1023]
gtex-tissue-bar[interactable]: [177, 752, 182, 774]
gene-label-hycc2[interactable]: HYCC2: [110, 177, 151, 191]
gene-label-hycc2[interactable]: HYCC2: [110, 257, 151, 271]
gtex-tissue-bar[interactable]: [184, 748, 189, 774]
gene-label-hycc2[interactable]: HYCC2: [110, 113, 151, 127]
alignment-cell: =: [425, 981, 433, 993]
alignment-cell: =: [722, 936, 730, 948]
phylop-mark: [507, 864, 549, 865]
scale-bar-right-cap: [677, 18, 678, 31]
alignment-cell: =: [673, 936, 681, 948]
common-dbsnp-label[interactable]: Common dbSNP(155): [32, 700, 151, 714]
alignment-cell: =: [822, 981, 830, 993]
base-letter: A: [523, 50, 532, 64]
gene-label-hycc2[interactable]: HYCC2: [110, 81, 151, 95]
alignment-cell: A: [225, 920, 234, 934]
strand-arrows-icon: ‹‹‹‹‹‹‹‹‹‹‹‹‹‹‹‹‹‹‹‹‹‹‹‹‹‹‹‹‹‹‹‹‹‹‹‹‹‹‹‹‹‹‹‹‹‹‹‹‹‹‹‹‹‹‹‹‹‹‹‹‹‹‹‹‹‹‹‹‹‹‹‹‹‹‹‹‹‹‹‹‹‹‹‹‹‹‹‹‹‹‹‹‹‹‹‹‹‹‹‹‹‹‹‹‹‹‹‹‹‹‹‹‹‹‹‹‹‹‹‹‹‹‹‹‹‹‹‹‹‹‹‹‹‹‹‹‹‹‹‹‹‹‹‹‹‹‹‹‹‹‹‹‹‹‹‹‹‹‹‹: [156, 499, 476, 508]
alignment-cell: =: [623, 981, 631, 993]
